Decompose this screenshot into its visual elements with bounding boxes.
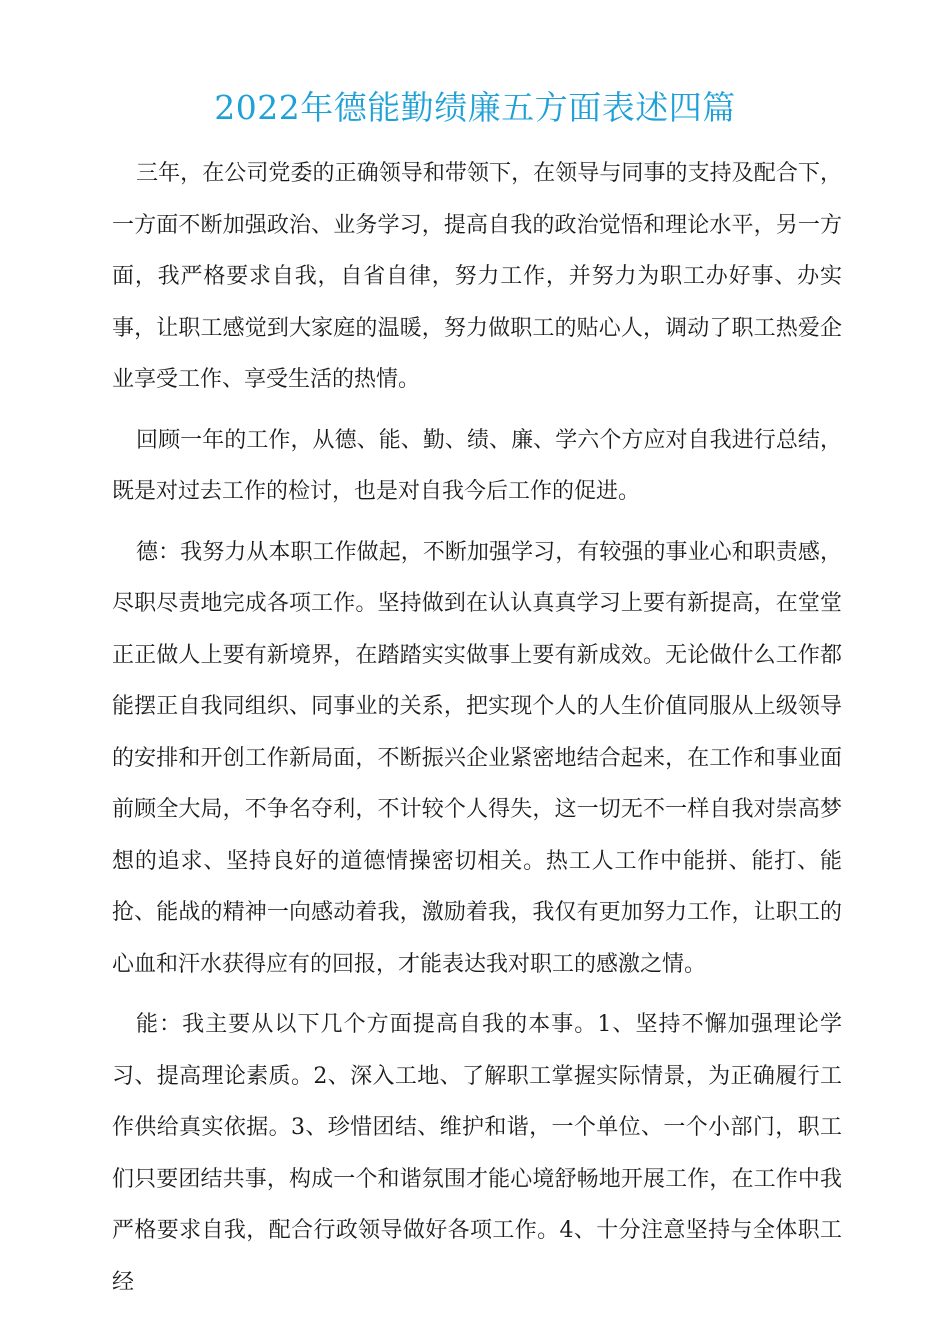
- paragraph-intro: 三年，在公司党委的正确领导和带领下，在领导与同事的支持及配合下，一方面不断加强政治、业务学习，提高自我的政治觉悟和理论水平，另一方面，我严格要求自我，自省自律，努力工作，并努力为职工办好事、办实事，让职工感觉到大家庭的温暖，努力做职工的贴心人，调动了职工热爱企业享受工作、享受生活的热情。: [112, 161, 842, 392]
- paragraph-de: 德：我努力从本职工作做起，不断加强学习，有较强的事业心和职责感，尽职尽责地完成各项工作。坚持做到在认认真真学习上要有新提高，在堂堂正正做人上要有新境界，在踏踏实实做事上要有新成效。无论做什么工作都能摆正自我同组织、同事业的关系，把实现个人的人生价值同服从上级领导的安排和开创工作新局面，不断振兴企业紧密地结合起来，在工作和事业面前顾全大局，不争名夺利，不计较个人得失，这一切无不一样自我对崇高梦想的追求、坚持良好的道德情操密切相关。热工人工作中能拼、能打、能抢、能战的精神一向感动着我，激励着我，我仅有更加努力工作，让职工的心血和汗水获得应有的回报，才能表达我对职工的感激之情。: [112, 539, 842, 977]
- document-body: [112, 148, 842, 1317]
- paragraph-neng: 能：我主要从以下几个方面提高自我的本事。1、坚持不懈加强理论学习、提高理论素质。2、深入工地、了解职工掌握实际情景，为正确履行工作供给真实依据。3、珍惜团结、维护和谐，一个单位、一个小部门，职工们只要团结共事，构成一个和谐氛围才能心境舒畅地开展工作，在工作中我严格要求自我，配合行政领导做好各项工作。4、十分注意坚持与全体职工经: [112, 1012, 842, 1295]
- document-title: 2022年德能勤绩廉五方面表述四篇: [214, 88, 736, 127]
- paragraph-review: 回顾一年的工作，从德、能、勤、绩、廉、学六个方应对自我进行总结，既是对过去工作的检讨，也是对自我今后工作的促进。: [112, 427, 842, 504]
